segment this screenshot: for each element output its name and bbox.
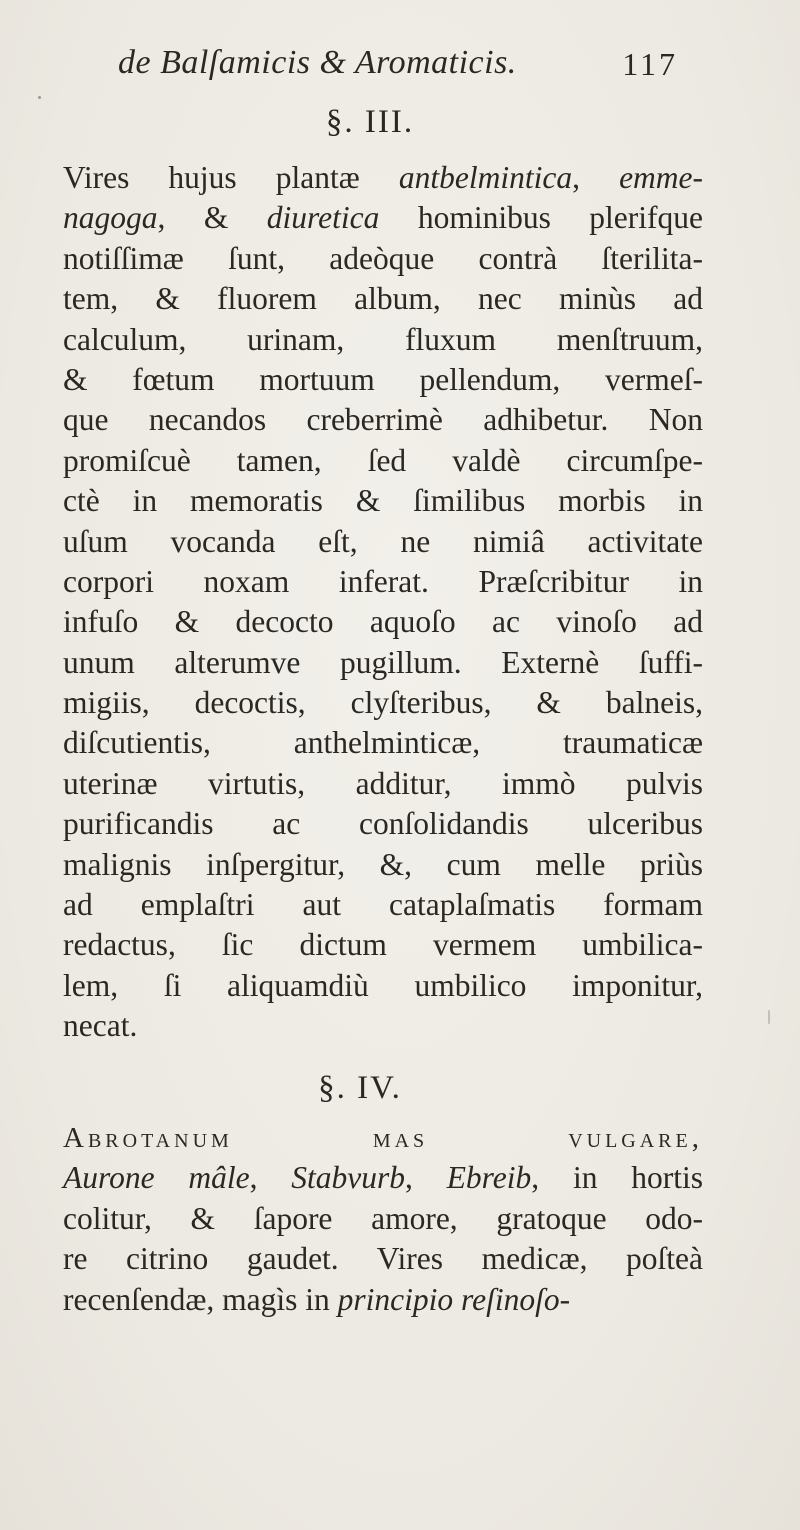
roman-text: diſcutientis, anthelminticæ, traumaticæ [63, 725, 703, 761]
text-line [63, 1158, 703, 1198]
page-number: 117 [622, 46, 678, 82]
text-line [63, 1118, 703, 1158]
text-line [63, 1006, 703, 1046]
section-3-text [63, 158, 703, 1047]
text-line [63, 1199, 703, 1239]
roman-text: calculum, urinam, fluxum menſtruum, [63, 321, 703, 357]
text-line [63, 400, 703, 440]
text-line [63, 562, 703, 602]
roman-text: lem, ſi aliquamdiù umbilico imponitur, [63, 967, 703, 1003]
section-4-text [63, 1118, 703, 1320]
roman-text: migiis, decoctis, clyſteribus, & balneis, [63, 685, 703, 721]
roman-text: uterinæ virtutis, additur, immò pulvis [63, 765, 703, 801]
text-line [63, 925, 703, 965]
roman-text: , & [157, 200, 267, 236]
italic-text: Ebreib [446, 1160, 532, 1196]
text-line [63, 1239, 703, 1279]
roman-text: re citrino gaudet. Vires medicæ, poſteà [63, 1241, 703, 1277]
running-title: de Balſamicis & Aromaticis. [118, 44, 517, 81]
roman-text: tem, & fluorem album, nec minùs ad [63, 281, 703, 317]
roman-text: recenſendæ, magìs in [63, 1281, 338, 1317]
text-line [63, 239, 703, 279]
italic-text: Aurone mâle [63, 1160, 250, 1196]
roman-text: purificandis ac conſolidandis ulceribus [63, 806, 703, 842]
text-line [63, 804, 703, 844]
italic-text: principio [337, 1281, 454, 1317]
roman-text: que necandos creberrimè adhibetur. Non [63, 402, 703, 438]
italic-text: emme- [619, 160, 704, 195]
roman-text: , [572, 160, 620, 195]
text-line [63, 158, 703, 198]
roman-text: notiſſimæ ſunt, adeòque contrà ſterilita- [63, 240, 703, 276]
paper-mark [768, 1010, 770, 1024]
text-line [63, 279, 703, 319]
roman-text [453, 1282, 461, 1317]
text-line [63, 602, 703, 642]
italic-text: diuretica [266, 200, 380, 236]
text-line [63, 885, 703, 925]
italic-text: nagoga [63, 200, 158, 236]
roman-text: necat. [63, 1008, 138, 1044]
text-line [63, 764, 703, 804]
text-line [63, 360, 703, 400]
roman-text: promiſcuè tamen, ſed valdè circumſpe- [63, 442, 703, 478]
text-line [63, 643, 703, 683]
text-line [63, 481, 703, 521]
roman-text: hominibus plerifque [379, 200, 703, 236]
paper-speck [38, 96, 41, 99]
text-line [63, 522, 703, 562]
section-heading-3: §. III. [325, 104, 415, 140]
italic-text: antbelmintica [398, 160, 573, 195]
italic-text: Stabvurb [291, 1160, 406, 1196]
running-head [118, 44, 678, 88]
roman-text: ad emplaſtri aut cataplaſmatis formam [63, 887, 703, 923]
italic-text: reſinoſo- [461, 1281, 571, 1317]
text-line [63, 441, 703, 481]
text-line [63, 845, 703, 885]
roman-text: redactus, ſic dictum vermem umbilica- [63, 927, 703, 963]
roman-text: , [249, 1160, 292, 1196]
text-line [63, 966, 703, 1006]
roman-text: Vires hujus plantæ [63, 160, 399, 195]
roman-text: unum alterumve pugillum. Externè ſuffi- [63, 644, 703, 680]
text-line [63, 723, 703, 763]
text-line [63, 198, 703, 238]
roman-text: corpori noxam inferat. Præſcribitur in [63, 563, 703, 599]
roman-text: uſum vocanda eſt, ne nimiâ activitate [63, 523, 703, 559]
roman-text: , in hortis [531, 1160, 703, 1196]
text-line [63, 320, 703, 360]
text-line [63, 683, 703, 723]
roman-text: ctè in memoratis & ſimilibus morbis in [63, 483, 703, 519]
roman-text: infuſo & decocto aquoſo ac vinoſo ad [63, 604, 703, 640]
roman-text: malignis inſpergitur, &, cum melle priùs [63, 846, 703, 882]
roman-text: & fœtum mortuum pellendum, vermeſ- [63, 361, 703, 397]
roman-text: colitur, & ſapore amore, gratoque odo- [63, 1200, 703, 1236]
text-line [63, 1280, 703, 1320]
roman-text: Abrotanum mas vulgare, [63, 1122, 703, 1154]
section-heading-4: §. IV. [318, 1070, 402, 1106]
roman-text: , [405, 1160, 447, 1196]
